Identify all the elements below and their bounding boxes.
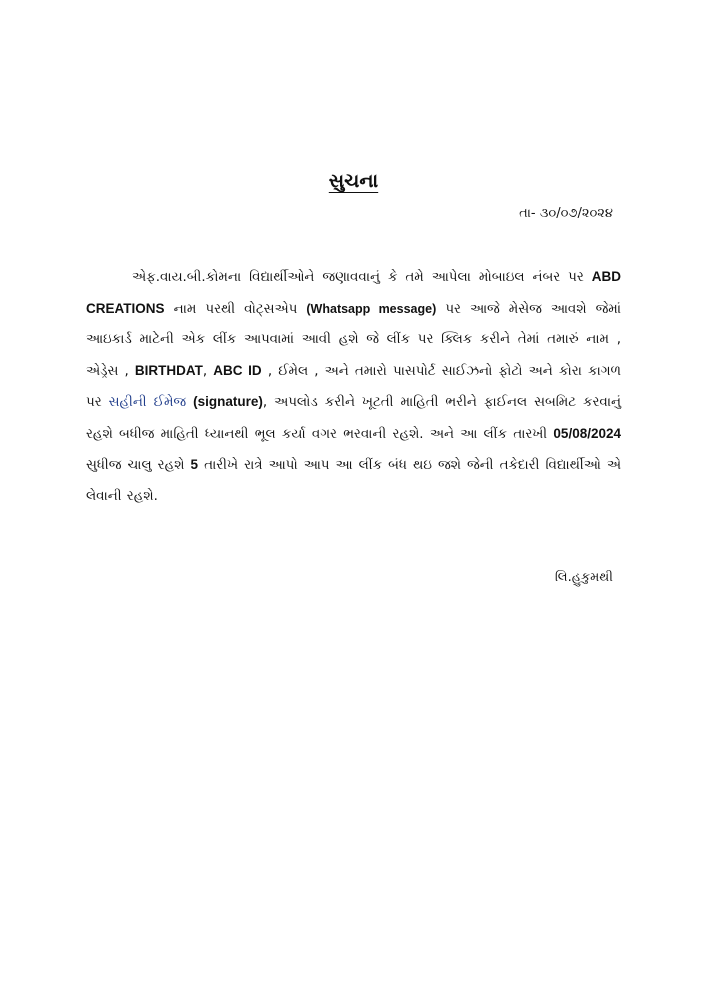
body-text-8: સુધીજ ચાલુ રહશે (86, 458, 191, 473)
body-abc-id: ABC ID (213, 362, 262, 378)
body-text-1: એફ.વાય.બી.કોમના વિદ્યાર્થીઓને જણાવવાનું કે તમે આપેલા મોબાઇલ નંબર પર (132, 270, 592, 285)
body-deadline-date: 05/08/2024 (553, 425, 621, 441)
body-text-5: , ઈમેલ , અને તમારો પાસપોર્ટ સાઈઝનો ફોટો અને કોરા કાગળ પર (86, 363, 621, 410)
notice-date: તા- ૩૦/૦૭/૨૦૨૪ (519, 206, 613, 221)
body-birthdat: BIRTHDAT (134, 362, 203, 378)
body-text-7: , અપલોડ કરીને ખૂટતી માહિતી ભરીને ફાઈનલ સબમિટ કરવાનું રહશે બધીજ માહિતી ધ્યાનથી ભૂલ કર્યા વગર ભરવાની રહશે. અને આ લીંક તારખી (86, 395, 621, 442)
notice-body (86, 262, 621, 512)
body-text-4: , (202, 363, 214, 379)
notice-title (0, 170, 707, 192)
body-text-2: નામ પરથી વોટ્સએપ (164, 301, 307, 317)
notice-signoff: લિ.હુકુમથી (554, 570, 613, 585)
body-five: 5 (190, 457, 199, 472)
body-whatsapp-message: (Whatsapp message) (306, 301, 437, 316)
body-signature-image: સહીની ઈમેજ (108, 395, 187, 410)
body-text-9: તારીખે રાત્રે આપો આપ આ લીંક બંધ થઇ જશે જેની તકેદારી વિદ્યાર્થીઓ એ લેવાની રહશે. (86, 458, 621, 504)
notice-title-text: સુચના (328, 170, 379, 192)
body-text-3: પર આજે મેસેજ આવશે જેમાં આઇકાર્ડ માટેની એક લીંક આપવામાં આવી હશે જે લીંક પર ક્લિક કરીને તેમાં તમારું નામ , એડ્રેસ , (86, 301, 622, 379)
body-signature-en: (signature) (193, 394, 263, 409)
body-abd-creations: ABD CREATIONS (86, 269, 621, 316)
